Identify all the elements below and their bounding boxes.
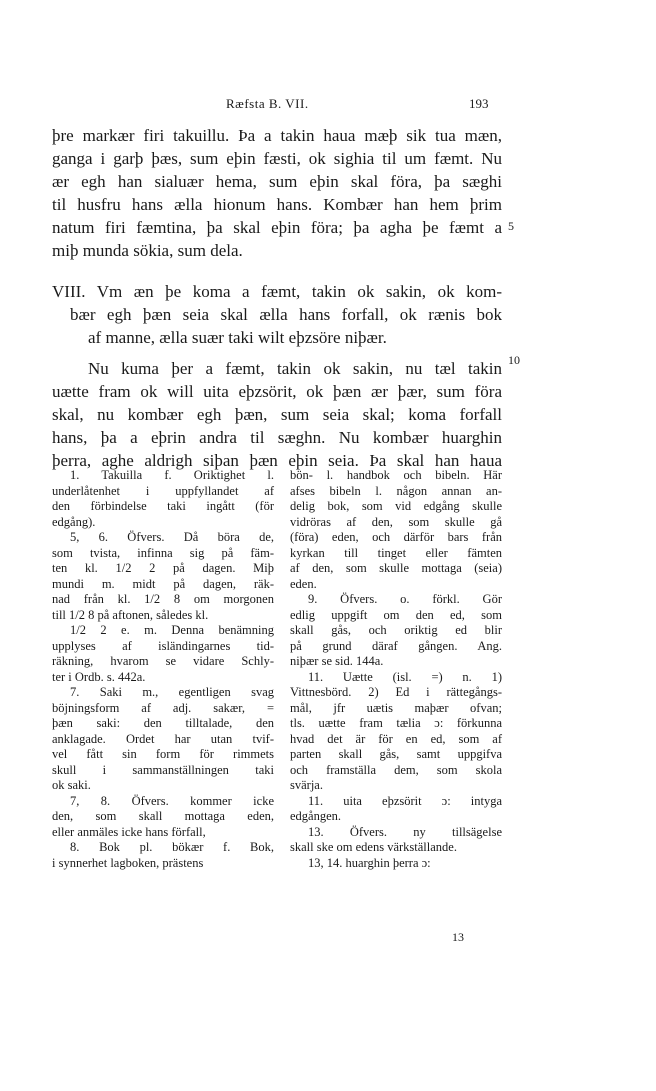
footnote-line: på grund däraf gången. Ang. <box>290 638 502 653</box>
footnote-line: och framställa dem, som skola <box>290 762 502 777</box>
footnote-line: mål, jfr uætis maþær ofvan; <box>290 700 502 715</box>
footnote-line: den, som skall mottaga eden, <box>52 809 274 823</box>
footnote-line: hvad det är för en ed, som af <box>290 731 502 746</box>
footnote-line: eller anmäles icke hans förfall, <box>52 824 206 839</box>
text-line: skal, nu kombær egh þæn, sum seia skal; koma forfall <box>52 405 502 424</box>
footnote-line: 11. uita eþzsörit ɔ: intyga <box>308 793 502 808</box>
footnote-line: edgång). <box>52 514 96 529</box>
footnote-line: vidröras af den, som skulle gå <box>290 514 502 529</box>
footnote-line: som tvista, infinna sig på fäm- <box>52 545 274 560</box>
footnote-line: 5, 6. Öfvers. Då böra de, <box>70 530 274 544</box>
chapter-heading: VIII. Vm æn þe koma a fæmt, takin ok sakin, ok kom- <box>52 282 502 301</box>
text-line: ganga i garþ þæs, sum eþin fæsti, ok sighia til um fæmt. Nu <box>52 149 502 168</box>
footnote-line: edlig uppgift om den ed, som <box>290 607 502 622</box>
footnote-line: ten kl. 1/2 2 på dagen. Miþ <box>52 561 274 575</box>
footnote-line: skull i sammanställningen taki <box>52 762 274 777</box>
text-line: þerra, aghe aldrigh siþan þæn eþin seia. Þa skal han haua <box>52 451 502 470</box>
running-header <box>0 96 656 116</box>
footnote-line: niþær se sid. 144a. <box>290 654 384 668</box>
footnote-line: 13, 14. huarghin þerra ɔ: <box>308 855 431 870</box>
footnote-line: böjningsform af adj. sakær, = <box>52 700 274 715</box>
footnote-line: afses bibeln l. någon annan an- <box>290 483 502 498</box>
signature-mark: 13 <box>452 930 464 944</box>
footnote-line: upplyses af isländingarnes tid- <box>52 638 274 653</box>
footnote-line: 7. Saki m., egentligen svag <box>70 685 274 699</box>
text-line: uætte fram ok will uita eþzsörit, ok þæn ær þær, sum föra <box>52 382 502 401</box>
text-line: til husfru hans ælla hionum hans. Kombær han hem þrim <box>52 195 502 214</box>
text-line: miþ munda sökia, sum dela. <box>52 241 243 260</box>
text-line: þre markær firi takuillu. Þa a takin haua mæþ sik tua mæn, <box>52 126 502 145</box>
footnote-line: anklagade. Ordet har utan tvif- <box>52 731 274 746</box>
footnote-line: af den, som skulle mottaga (seia) <box>290 561 502 575</box>
footnote-line: underlåtenhet i uppfyllandet af <box>52 483 274 498</box>
notes-right-column <box>290 468 502 871</box>
footnote-line: 1/2 2 e. m. Denna benämning <box>70 623 274 637</box>
footnote-line: till 1/2 8 på aftonen, således kl. <box>52 607 209 622</box>
line-number: 10 <box>508 353 520 367</box>
footnote-line: räkning, hvarom se vidare Schly- <box>52 654 274 668</box>
footnote-line: ok saki. <box>52 778 91 792</box>
main-text <box>52 124 502 472</box>
footnote-line: Vittnesbörd. 2) Ed i rättegångs- <box>290 685 502 699</box>
footnote-line: skall ske om edens värkställande. <box>290 840 457 854</box>
footnote-line: þæn saki: den tilltalade, den <box>52 716 274 730</box>
text-line: natum firi fæmtina, þa skal eþin föra; þa agha þe fæmt a <box>52 218 502 237</box>
footnote-line: edgången. <box>290 809 342 823</box>
footnote-line: parten skall gås, samt uppgifva <box>290 747 502 761</box>
footnote-line: 7, 8. Öfvers. kommer icke <box>70 793 274 808</box>
footnote-line: i synnerhet lagboken, prästens <box>52 855 204 870</box>
footnote-line: 13. Öfvers. ny tillsägelse <box>308 824 502 839</box>
footnote-line: bön- l. handbok och bibeln. Här <box>290 468 502 482</box>
footnote-line: svärja. <box>290 778 323 792</box>
footnote-line: eden. <box>290 576 317 591</box>
text-line: ær egh han sialuær hema, sum eþin skal föra, þa sæghi <box>52 172 502 191</box>
footnote-line: 8. Bok pl. bökær f. Bok, <box>70 840 274 854</box>
footnote-line: 9. Öfvers. o. förkl. Gör <box>308 592 502 606</box>
footnote-line: skall gås, och oriktig ed blir <box>290 623 502 637</box>
footnote-line: ter i Ordb. s. 442a. <box>52 669 146 684</box>
page-number: 193 <box>469 96 489 111</box>
footnote-line: kyrkan till tinget eller fämten <box>290 545 502 560</box>
footnote-line: 1. Takuilla f. Oriktighet l. <box>70 468 274 482</box>
footnote-line: mundi m. midt på dagen, räk- <box>52 576 274 591</box>
chapter-heading: af manne, ælla suær taki wilt eþzsöre niþær. <box>88 328 387 347</box>
footnote-line: 11. Uætte (isl. =) n. 1) <box>308 669 502 684</box>
footnote-line: den förbindelse taki ingått (för <box>52 499 274 513</box>
footnote-line: (föra) eden, och därför bars från <box>290 530 502 544</box>
text-line: hans, þa a eþrin andra til sæghn. Nu kombær huarghin <box>52 428 502 447</box>
footnote-line: tls. uætte fram tælia ɔ: förkunna <box>290 716 502 730</box>
footnote-line: nad från kl. 1/2 8 om morgonen <box>52 592 274 606</box>
running-title: Ræfsta B. VII. <box>226 96 309 111</box>
chapter-heading: bær egh þæn seia skal ælla hans forfall, ok rænis bok <box>70 305 502 324</box>
line-number: 5 <box>508 219 514 233</box>
text-line: Nu kuma þer a fæmt, takin ok sakin, nu tæl takin <box>88 359 502 378</box>
footnote-line: vel fått sin form för rimmets <box>52 747 274 761</box>
notes-left-column <box>52 468 274 871</box>
footnote-line: delig bok, som vid edgång skulle <box>290 499 502 513</box>
